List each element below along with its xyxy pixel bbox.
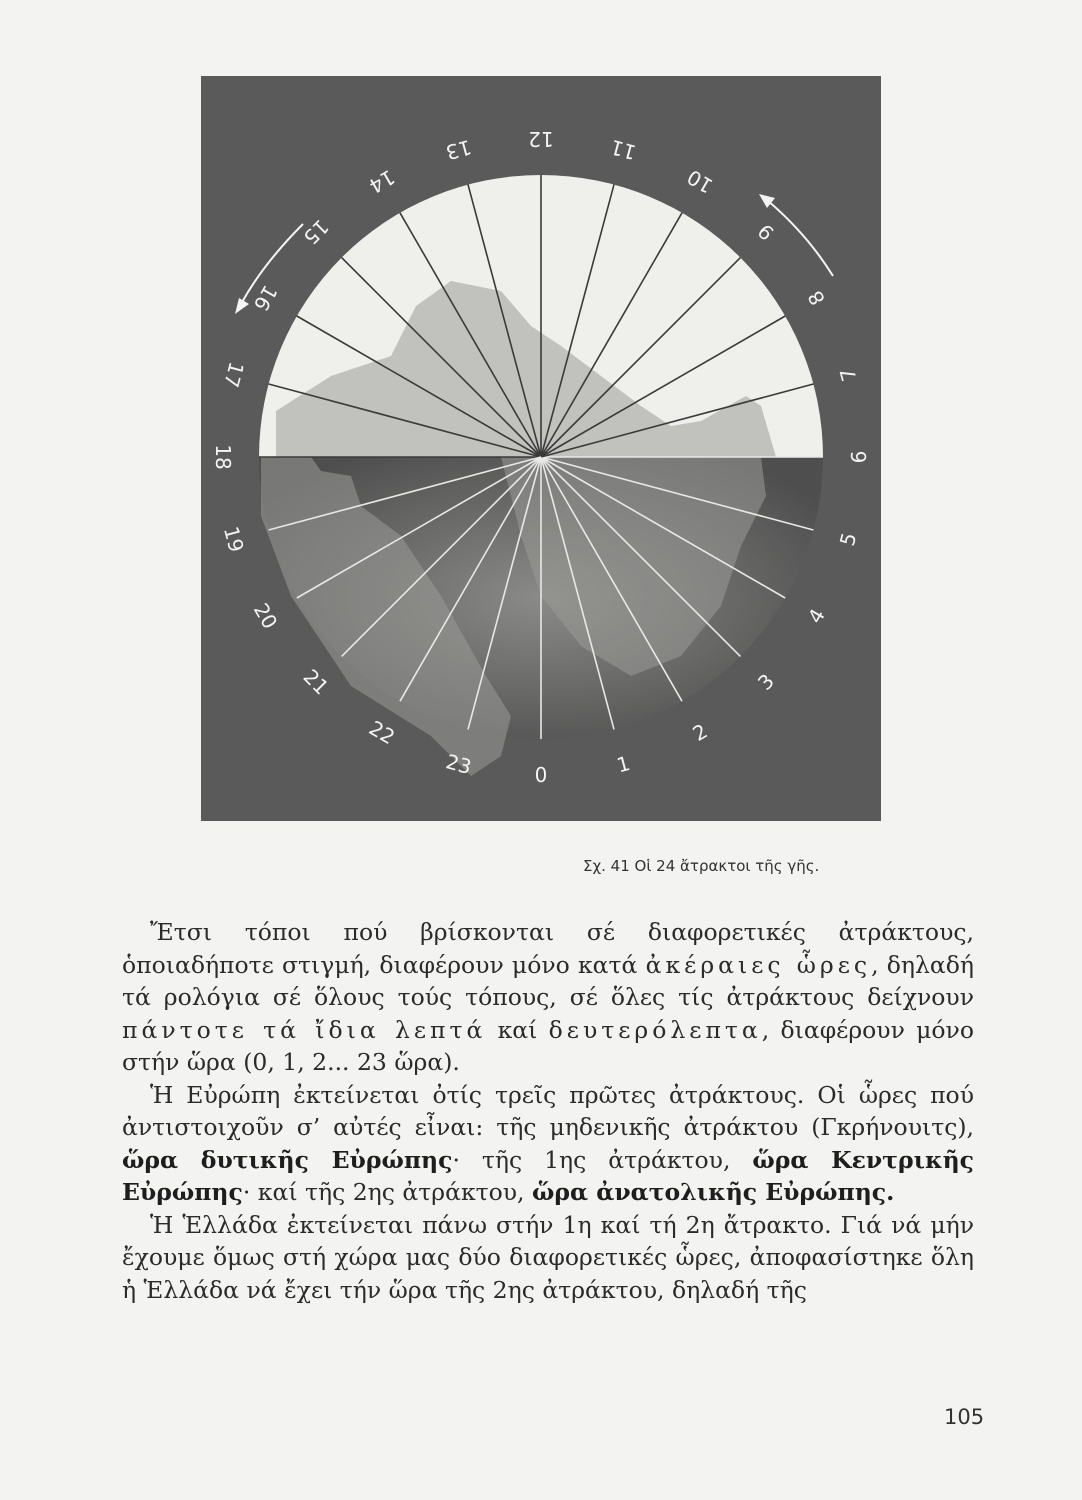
hour-label-8: 8 xyxy=(802,286,830,310)
text-run: Ἡ Εὐρώπη ἐκτείνεται ὀτίς τρεῖς πρῶτες ἀτράκτους. Οἱ ὧρες πού ἀντιστοιχοῦν σ’ αὐτές εἶναι: τῆς μηδενικῆς ἀτράκτου (Γκρήνουιτς), xyxy=(122,1080,974,1141)
bold-term: ὥρα Κεντρικῆς Εὐρώπης xyxy=(122,1145,974,1206)
page-number: 105 xyxy=(944,1405,985,1429)
hour-label-21: 21 xyxy=(298,664,334,700)
hour-label-12: 12 xyxy=(528,127,554,151)
arrow-counterclockwise-left-head xyxy=(235,298,249,314)
hour-label-9: 9 xyxy=(752,219,779,246)
hour-label-20: 20 xyxy=(248,598,283,634)
paragraph-1 xyxy=(122,916,974,1079)
hour-label-14: 14 xyxy=(364,164,400,199)
spaced-emphasis: ἀκέραιες ὧρες xyxy=(645,950,872,979)
hour-label-0: 0 xyxy=(534,763,548,787)
paragraph-2 xyxy=(122,1079,974,1209)
hour-label-15: 15 xyxy=(298,214,334,250)
hour-label-22: 22 xyxy=(364,715,400,750)
text-run: Ἔτσι τόποι πού βρίσκονται σέ διαφορετικές ἀτράκτους, ὁποιαδήποτε στιγμή, διαφέρουν μόνο κατά xyxy=(122,918,974,979)
text-run: Ἡ Ἑλλάδα ἐκτείνεται πάνω στήν 1η καί τή 2η ἄτρακτο. Γιά νά μήν ἔχουμε ὅμως στή χώρα μας δύο διαφορετικές ὧρες, ἀποφασίστηκε ὅλη ἡ Ἑλλάδα νά ἔχει τήν ὥρα τῆς 2ης ἀτράκτου, δηλαδή τῆς xyxy=(122,1210,974,1304)
zone-meridian-lines xyxy=(259,175,823,739)
hour-label-3: 3 xyxy=(752,668,779,695)
body-text xyxy=(122,916,974,1306)
hour-label-7: 7 xyxy=(834,365,862,384)
bold-term: ὥρα δυτικῆς Εὐρώπης xyxy=(122,1145,453,1174)
bold-term: ὥρα ἀνατολικῆς Εὐρώπης. xyxy=(532,1178,895,1206)
hour-label-13: 13 xyxy=(443,134,475,165)
text-run: · τῆς 1ης ἀτράκτου, xyxy=(452,1145,753,1174)
paragraph-3 xyxy=(122,1209,974,1307)
figure-caption: Σχ. 41 Οἱ 24 ἄτρακτοι τῆς γῆς. xyxy=(583,857,820,875)
hour-label-19: 19 xyxy=(218,523,249,555)
time-zones-figure xyxy=(201,76,881,821)
text-run: καί xyxy=(486,1015,549,1044)
text-run: , δηλαδή τά ρολόγια σέ ὅλους τούς τόπους, σέ ὅλες τίς ἀτράκτους δείχνουν xyxy=(122,950,974,1011)
spaced-emphasis: δευτερόλεπτα xyxy=(548,1015,762,1044)
hour-label-4: 4 xyxy=(802,604,830,628)
hour-label-10: 10 xyxy=(682,164,718,199)
hour-label-18: 18 xyxy=(211,444,235,470)
hour-label-5: 5 xyxy=(834,530,862,549)
hour-label-17: 17 xyxy=(218,359,249,391)
text-run: , διαφέρουν μόνο στήν ὥρα (0, 1, 2... 23 ὥρα). xyxy=(122,1015,974,1076)
hour-label-2: 2 xyxy=(688,718,712,746)
text-run: · καί τῆς 2ης ἀτράκτου, xyxy=(242,1178,532,1206)
hour-label-23: 23 xyxy=(443,749,475,780)
hour-label-11: 11 xyxy=(607,134,639,165)
hour-label-6: 6 xyxy=(847,450,871,464)
globe-diagram xyxy=(201,76,881,821)
arrow-counterclockwise-right xyxy=(767,200,833,276)
hour-label-1: 1 xyxy=(614,750,633,778)
spaced-emphasis: πάντοτε τά ἴδια λεπτά xyxy=(122,1015,487,1044)
hour-label-16: 16 xyxy=(248,280,283,316)
